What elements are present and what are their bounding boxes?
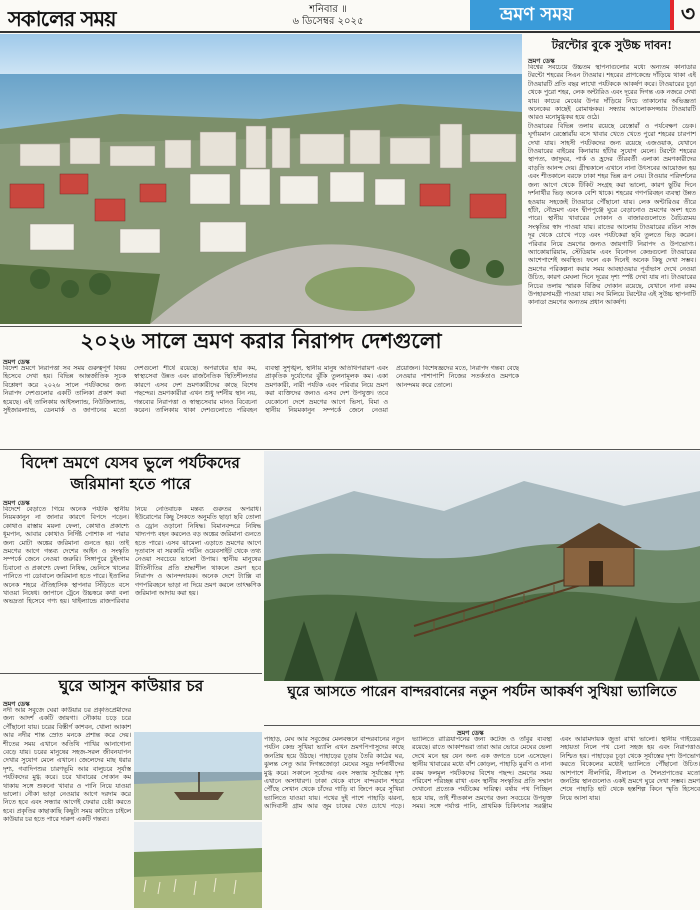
city-aerial-illustration [0,34,522,324]
safe-countries-byline: ভ্রমণ ডেস্ক [3,358,30,366]
kaowar-headline: ঘুরে আসুন কাউয়ার চর [58,676,204,695]
bandarban-headline: ঘুরে আসতে পারেন বান্দরবানের নতুন পর্যটন আকর্ষণ সুখিয়া ভ্যালিতে [287,684,677,700]
toronto-body: বিশ্বের সবচেয়ে উচ্চতম স্থাপনাগুলোর মধ্যে অন্যতম কানাডার টরন্টো শহরের সিএন টাওয়ার। শহরের প্রাণকেন্দ্রে দাঁড়িয়ে থাকা এই টাওয়ারটি প্রতি বছর লাখো পর্যটককে আকর্ষণ করে। টাওয়ারের চূড়া থেকে পুরো শহর, লেক অন্টারিও এবং দূরের দিগন্ত এক নজরে দেখা যায়। কাচের মেঝের উপর দাঁড়িয়ে নিচে তাকানোর অভিজ্ঞতা অনেকের কাছেই রোমাঞ্চকর। সন্ধ্যায় আলোকসজ্জায় টাওয়ারটি আরও মনোমুগ্ধকর হয়ে ওঠে। টাওয়ারের বিভিন্ন তলায় রয়েছে রেস্তোরাঁ ও পর্যবেক্ষণ ডেক। ঘূর্ণায়মান রেস্তোরাঁয় বসে খাবার খেতে খেতে পুরো শহরের চারপাশ দেখা যায়। সাহসী পর্যটকদের জন্য রয়েছে এজওয়াক, যেখানে টাওয়ারের বাইরের কিনারায় হাঁটার সুযোগ মেলে। টরন্টো শহরের স্থাপত্য, জাদুঘর, পার্ক ও হ্রদের তীরবর্তী এলাকা ভ্রমণকারীদের বাড়তি আনন্দ দেয়। গ্রীষ্মকালে এখানে নানা উৎসবের আয়োজন হয় এবং শীতকালে বরফে ঢাকা শহর ভিন্ন রূপ নেয়। টাওয়ার পরিদর্শনের জন্য আগে থেকে টিকিট সংগ্রহ করা ভালো, কারণ ছুটির দিনে দর্শনার্থীর ভিড় অনেক বেশি থাকে। শহরের গণপরিবহন ব্যবস্থা উন্নত হওয়ায় সহজেই টাওয়ারে পৌঁছানো যায়। লেক অন্টারিওর তীরে হাঁটা, নৌভ্রমণ এবং দ্বীপপুঞ্জে ঘুরে বেড়ানোও ভ্রমণের অংশ হতে পারে। স্থানীয় খাবারের দোকান ও বাজারগুলোতে বৈচিত্র্যময় সংস্কৃতির স্বাদ পাওয়া যায়। রাতের আলোয় টাওয়ারের রঙিন সাজ দূর থেকে চোখে পড়ে এবং পর্যটকেরা ছবি তুলতে ভিড় করেন। পরিবার নিয়ে ভ্রমণের জন্যও জায়গাটি নিরাপদ ও উপভোগ্য। অ্যাকোয়ারিয়াম, স্টেডিয়াম এবং বিনোদন কেন্দ্রগুলো টাওয়ারের আশেপাশেই অবস্থিত। ফলে এক দিনেই অনেক কিছু দেখা সম্ভব। ভ্রমণের পরিকল্পনা করার সময় আবহাওয়ার পূর্বাভাস দেখে নেওয়া উচিত, কারণ মেঘলা দিনে দূরের দৃশ্য স্পষ্ট দেখা যায় না। টাওয়ারের নিচের তলায় স্মারক বিক্রির দোকান রয়েছে, যেখানে নানা রকম উপহারসামগ্রী পাওয়া যায়। সব মিলিয়ে টরন্টোর এই সুউচ্চ স্থাপনাটি কানাডা ভ্রমণের অন্যতম প্রধান আকর্ষণ। [528,64,696,307]
newspaper-logo: সকালের সময় [8,6,116,31]
issue-date-text: ৬ ডিসেম্বর ২০২৫ [292,16,364,27]
main-story-rule [0,326,522,327]
kaowar-char-photo-field [134,822,262,908]
safe-countries-body: বিদেশ ভ্রমণে নিরাপত্তা সব সময় গুরুত্বপূর্ণ বিষয় হিসেবে দেখা হয়। বিভিন্ন আন্তর্জাতিক সূচক বিশ্লেষণ করে ২০২৬ সালে পর্যটকদের জন্য নিরাপদ দেশগুলোর একটি তালিকা প্রকাশ করা হয়েছে। এই তালিকায় আইসল্যান্ড, নিউজিল্যান্ড, সুইজারল্যান্ড, ডেনমার্ক ও জাপানের মতো দেশগুলো শীর্ষে রয়েছে। অপরাধের হার কম, স্বাস্থ্যসেবা উন্নত এবং রাজনৈতিক স্থিতিশীলতার কারণে এসব দেশ ভ্রমণকারীদের কাছে বিশেষ পছন্দের। ভ্রমণকারীরা এখন শুধু দর্শনীয় স্থান নয়, গন্তব্যের নিরাপত্তা ও স্বাস্থ্যসেবার মানও বিবেচনা করেন। তালিকায় থাকা দেশগুলোতে পরিবহন ব্যবস্থা সুশৃঙ্খল, স্থানীয় মানুষ অতিথিপরায়ণ এবং প্রাকৃতিক দুর্যোগের ঝুঁকি তুলনামূলক কম। একা ভ্রমণকারী, নারী পর্যটক এবং পরিবার নিয়ে ভ্রমণ করা ব্যক্তিদের জন্যও এসব দেশ উপযুক্ত। তবে যেকোনো দেশে ভ্রমণের আগে ভিসা, বিমা ও স্থানীয় নিয়মকানুন সম্পর্কে জেনে নেওয়া প্রয়োজন। বিশেষজ্ঞদের মতে, নিরাপদ গন্তব্য বেছে নেওয়ার পাশাপাশি নিজের সতর্কতাও ভ্রমণকে আনন্দময় করে তোলে। [3,365,519,415]
bandarban-byline: ভ্রমণ ডেস্ক [457,729,484,737]
kaowar-char-photo-boat [134,732,262,820]
city-aerial-photo [0,34,522,324]
char-field-illustration [134,822,262,908]
section-red-marker [670,0,674,30]
issue-date [268,4,388,28]
toronto-byline: ভ্রমণ ডেস্ক [528,57,555,65]
safe-countries-body-text: বিদেশ ভ্রমণে নিরাপত্তা সব সময় গুরুত্বপূর্ণ বিষয় হিসেবে দেখা হয়। বিভিন্ন আন্তর্জাতিক সূচক বিশ্লেষণ করে ২০২৬ সালে পর্যটকদের জন্য নিরাপদ দেশগুলোর একটি তালিকা প্রকাশ করা হয়েছে। এই তালিকায় আইসল্যান্ড, নিউজিল্যান্ড, সুইজারল্যান্ড, ডেনমার্ক ও জাপানের মতো দেশগুলো শীর্ষে রয়েছে। অপরাধের হার কম, স্বাস্থ্যসেবা উন্নত এবং রাজনৈতিক স্থিতিশীলতার কারণে এসব দেশ ভ্রমণকারীদের কাছে বিশেষ পছন্দের। [3,365,257,415]
fines-story-rule [0,449,700,450]
bandarban-body: পাহাড়, মেঘ আর সবুজের মেলবন্ধনে বান্দরবানের নতুন পর্যটন কেন্দ্র সুখিয়া ভ্যালি এখন ভ্রমণপিপাসুদের কাছে জনপ্রিয় হয়ে উঠছে। পাহাড়ের চূড়ায় তৈরি কাঠের ঘর, ঝুলন্ত সেতু আর দিগন্তজোড়া মেঘের সমুদ্র দর্শনার্থীদের মুগ্ধ করে। সকালে সূর্যোদয় এবং সন্ধ্যায় সূর্যাস্তের দৃশ্য এখানে অসাধারণ। ঢাকা থেকে বাসে বান্দরবান শহরে পৌঁছে সেখান থেকে চাঁদের গাড়ি বা জিপে করে সুখিয়া ভ্যালিতে যাওয়া যায়। পথের দুই পাশে পাহাড়ি ঝরনা, আদিবাসী গ্রাম আর জুম চাষের খেত চোখে পড়ে। ভ্যালিতে রাত্রিযাপনের জন্য কটেজ ও তাঁবুর ব্যবস্থা রয়েছে। রাতে আকাশভরা তারা আর ভোরে মেঘের ভেলা দেখে মনে হয় যেন অন্য এক জগতে চলে এসেছেন। স্থানীয় খাবারের মধ্যে বাঁশ কোড়ল, পাহাড়ি মুরগি ও নানা রকম ফলমূল পর্যটকদের বিশেষ পছন্দ। ভ্রমণের সময় পরিবেশ পরিচ্ছন্ন রাখা এবং স্থানীয় সংস্কৃতির প্রতি সম্মান দেখানো প্রত্যেক পর্যটকের দায়িত্ব। বর্ষায় পথ পিচ্ছিল হয়ে যায়, তাই শীতকাল ভ্রমণের জন্য সবচেয়ে উপযুক্ত সময়। সঙ্গে পর্যাপ্ত পানি, প্রাথমিক চিকিৎসার সরঞ্জাম এবং আরামদায়ক জুতা রাখা ভালো। স্থানীয় গাইডের সহায়তা নিলে পথ চেনা সহজ হয় এবং নিরাপত্তাও নিশ্চিত হয়। পাহাড়ের চূড়া থেকে সূর্যাস্তের দৃশ্য উপভোগ করতে বিকেলের মধ্যেই ভ্যালিতে পৌঁছানো উচিত। আশপাশে নীলগিরি, নীলাচল ও শৈলপ্রপাতের মতো জনপ্রিয় স্থানগুলোও একই ভ্রমণে ঘুরে দেখা সম্ভব। ভ্রমণ শেষে পাহাড়ি হাট থেকে হস্তশিল্প কিনে স্মৃতি হিসেবে নিয়ে আসা যায়। [264,736,700,811]
safe-countries-headline: ২০২৬ সালে ভ্রমণ করার নিরাপদ দেশগুলো [80,328,442,353]
page-number: ৩ [680,2,696,27]
kaowar-byline: ভ্রমণ ডেস্ক [3,700,30,708]
kaowar-body-text: নদী আর সবুজে ঘেরা কাউয়ার চর প্রকৃতিপ্রেমীদের জন্য আদর্শ একটি জায়গা। নৌকায় চড়ে চরে পৌঁছানো যায়। চরের বিস্তীর্ণ কাশবন, খোলা আকাশ আর নদীর শান্ত স্রোত মনকে প্রশান্ত করে দেয়। শীতের সময় এখানে অতিথি পাখির আনাগোনা বেড়ে যায়। [3,707,131,757]
kaowar-body: নদী আর সবুজে ঘেরা কাউয়ার চর প্রকৃতিপ্রেমীদের জন্য আদর্শ একটি জায়গা। নৌকায় চড়ে চরে পৌঁছানো যায়। চরের বিস্তীর্ণ কাশবন, খোলা আকাশ আর নদীর শান্ত স্রোত মনকে প্রশান্ত করে দেয়। শীতের সময় এখানে অতিথি পাখির আনাগোনা বেড়ে যায়। চরের মানুষের সহজ-সরল জীবনযাপন দেখার সুযোগ মেলে এখানে। জেলেদের মাছ ধরার দৃশ্য, গবাদিপশুর চারণভূমি আর বালুচরে সূর্যাস্ত পর্যটকদের মুগ্ধ করে। চরে খাবারের দোকান কম থাকায় সঙ্গে শুকনো খাবার ও পানি নিয়ে যাওয়া ভালো। নৌকা ভাড়া নেওয়ার আগে দরদাম করে নিতে হবে এবং সন্ধ্যার আগেই ফেরার চেষ্টা করতে হবে। প্রকৃতির কাছাকাছি কিছুটা সময় কাটাতে চাইলে কাউয়ার চর হতে পারে দারুণ একটি গন্তব্য। [3,707,131,824]
char-boat-illustration [134,732,262,820]
fines-body: বিদেশে বেড়াতে গিয়ে অনেক পর্যটক স্থানীয় নিয়মকানুন না জানার কারণে বিপদে পড়েন। কোথাও রাস্তায় ময়লা ফেলা, কোথাও প্রকাশ্যে ধূমপান, আবার কোথাও নির্দিষ্ট পোশাক না পরার জন্য মোটা অঙ্কের জরিমানা গুনতে হয়। তাই ভ্রমণের আগে গন্তব্য দেশের আইন ও সংস্কৃতি সম্পর্কে জেনে নেওয়া জরুরি। সিঙ্গাপুরে চুইংগাম চিবানো ও প্রকাশ্যে ফেলা নিষিদ্ধ, ভেনিসে খালের পানিতে পা ডোবালে জরিমানা হতে পারে। ইতালির অনেক শহরে ঐতিহাসিক স্থাপনার সিঁড়িতে বসে খাওয়া নিষেধ। জাপানে ট্রেনে উচ্চস্বরে কথা বলা অভদ্রতা হিসেবে গণ্য হয়। থাইল্যান্ডে রাজপরিবার নিয়ে নেতিবাচক মন্তব্য গুরুতর অপরাধ। ইউরোপের কিছু সৈকতে অনুমতি ছাড়া ছবি তোলা ও ড্রোন ওড়ানো নিষিদ্ধ। বিমানবন্দরে নিষিদ্ধ খাদ্যপণ্য বহন করলেও বড় অঙ্কের জরিমানা গুনতে হতে পারে। এসব ঝামেলা এড়াতে ভ্রমণের আগে দূতাবাস বা সরকারি পর্যটন ওয়েবসাইট থেকে তথ্য নেওয়া সবচেয়ে ভালো উপায়। স্থানীয় মানুষের রীতিনীতির প্রতি শ্রদ্ধাশীল থাকলে ভ্রমণ হবে নিরাপদ ও আনন্দদায়ক। অনেক দেশে ট্যাক্সি বা গণপরিবহনে ভাড়া না দিয়ে ভ্রমণ করলে তাৎক্ষণিক জরিমানা আদায় করা হয়। [3,506,261,606]
valley-illustration [264,451,700,681]
fines-byline: ভ্রমণ ডেস্ক [3,499,30,507]
bandarban-body-text: পাহাড়, মেঘ আর সবুজের মেলবন্ধনে বান্দরবানের নতুন পর্যটন কেন্দ্র সুখিয়া ভ্যালি এখন ভ্রমণপিপাসুদের কাছে জনপ্রিয় হয়ে উঠছে। পাহাড়ের চূড়ায় তৈরি কাঠের ঘর, ঝুলন্ত সেতু আর দিগন্তজোড়া মেঘের সমুদ্র দর্শনার্থীদের মুগ্ধ করে। সকালে সূর্যোদয় এবং সন্ধ্যায় সূর্যাস্তের দৃশ্য এখানে অসাধারণ। [264,736,404,786]
section-title: ভ্রমণ সময় [470,0,670,30]
sukhia-valley-photo [264,451,700,681]
fines-body-text: বিদেশে বেড়াতে গিয়ে অনেক পর্যটক স্থানীয় নিয়মকানুন না জানার কারণে বিপদে পড়েন। কোথাও রাস্তায় ময়লা ফেলা, কোথাও প্রকাশ্যে ধূমপান, আবার কোথাও নির্দিষ্ট পোশাক না পরার জন্য মোটা অঙ্কের জরিমানা গুনতে হয়। তাই ভ্রমণের আগে গন্তব্য দেশের আইন ও সংস্কৃতি সম্পর্কে জেনে নেওয়া জরুরি। [3,506,129,564]
issue-day: শনিবার ॥ [309,4,347,15]
fines-headline: বিদেশ ভ্রমণে যেসব ভুলে পর্যটকদের জরিমানা হতে পারে [21,453,240,493]
bandarban-rule [264,725,700,726]
toronto-body-text: বিশ্বের সবচেয়ে উচ্চতম স্থাপনাগুলোর মধ্যে অন্যতম কানাডার টরন্টো শহরের সিএন টাওয়ার। শহরের প্রাণকেন্দ্রে দাঁড়িয়ে থাকা এই টাওয়ারটি প্রতি বছর লাখো পর্যটককে আকর্ষণ করে। টাওয়ারের চূড়া থেকে পুরো শহর, লেক অন্টারিও এবং দূরের দিগন্ত এক নজরে দেখা যায়। কাচের মেঝের উপর দাঁড়িয়ে নিচে তাকানোর অভিজ্ঞতা অনেকের কাছেই রোমাঞ্চকর। সন্ধ্যায় আলোকসজ্জায় টাওয়ারটি আরও মনোমুগ্ধকর হয়ে ওঠে। [528,64,696,122]
masthead-rule [0,31,700,33]
kaowar-rule [0,673,262,674]
toronto-headline: টরন্টোর বুকে সুউচ্চ দাবন! [551,38,673,52]
